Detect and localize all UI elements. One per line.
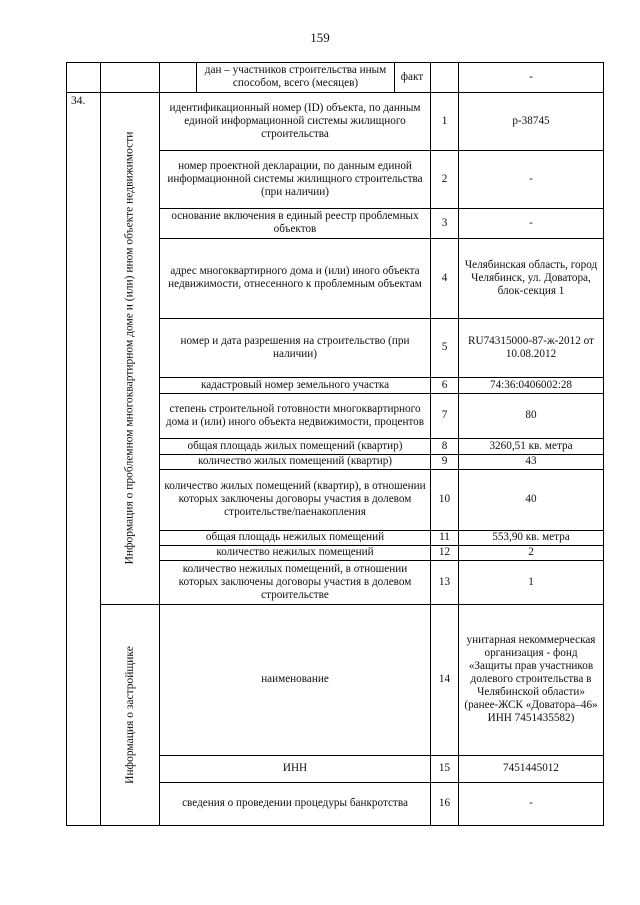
row-value: RU74315000-87-ж-2012 от 10.08.2012: [468, 334, 594, 360]
row-label: количество нежилых помещений, в отношении которых заключены договоры участия в долевом строительстве: [178, 562, 412, 601]
row-label: общая площадь нежилых помещений: [205, 531, 385, 543]
row-label: номер и дата разрешения на строительство (при наличии): [180, 334, 410, 360]
continued-row-label: дан – участников строительства иным способом, всего (месяцев): [204, 64, 387, 89]
row-value: 3260,51 кв. метра: [489, 439, 573, 452]
row-label: общая площадь жилых помещений (квартир): [187, 439, 403, 452]
continued-row-tag: факт: [400, 70, 424, 83]
row-value: -: [529, 216, 533, 229]
row-value: -: [529, 797, 533, 809]
row-num: 13: [438, 575, 451, 588]
object-section-title: Информация о проблемном многоквартирном доме и (или) ином объекте недвижимости: [123, 131, 136, 565]
row-num: 14: [438, 673, 451, 685]
row-label: количество жилых помещений (квартир), в отношении которых заключены договоры участия в долевом строительстве/паенакопления: [164, 480, 426, 518]
row-label: основание включения в единый реестр проблемных объектов: [171, 210, 419, 235]
row-num: 10: [438, 493, 451, 505]
row-value: Челябинская область, город Челябинск, ул. Доватора, блок-секция 1: [464, 258, 598, 297]
row-label: номер проектной декларации, по данным единой информационной системы жилищного строительства (при наличии): [167, 159, 423, 198]
row-num: 1: [441, 114, 448, 127]
row-num: 15: [438, 762, 451, 774]
row-number: 34.: [71, 95, 86, 107]
row-num: 16: [438, 797, 451, 809]
row-label: наименование: [261, 673, 329, 685]
row-num: 11: [439, 531, 450, 543]
row-value: унитарная некоммерческая организация - фонд «Защиты прав участников долевого строительства в Челябинской области» (ранее-ЖСК «Доватора–46» ИНН 7451435582): [464, 634, 598, 724]
row-num: 3: [441, 216, 448, 229]
row-label: идентификационный номер (ID) объекта, по данным единой информационной системы жилищного строительства: [169, 101, 421, 140]
row-num: 6: [441, 378, 448, 391]
row-num: 4: [441, 271, 448, 284]
developer-section-title: Информация о застройщике: [123, 645, 136, 784]
row-label: ИНН: [282, 762, 308, 774]
row-value: 40: [525, 493, 537, 505]
row-value: 1: [528, 575, 534, 588]
row-value: 553,90 кв. метра: [492, 531, 570, 543]
row-label: количество жилых помещений (квартир): [197, 455, 393, 467]
row-value: 80: [525, 409, 537, 421]
row-num: 9: [441, 455, 448, 467]
row-num: 12: [438, 546, 451, 558]
row-label: степень строительной готовности многоквартирного дома и (или) иного объекта недвижимости, процентов: [165, 402, 425, 428]
row-value: 74:36:0406002:28: [489, 378, 573, 391]
row-value: -: [529, 172, 533, 185]
row-label: адрес многоквартирного дома и (или) иного объекта недвижимости, отнесенного к проблемным объектам: [168, 265, 422, 290]
row-num: 5: [441, 341, 448, 353]
row-value: р-38745: [512, 114, 550, 127]
page-number: 159: [310, 30, 330, 45]
row-num: 2: [441, 172, 448, 185]
row-value: 2: [528, 546, 534, 558]
row-label: кадастровый номер земельного участка: [200, 378, 390, 391]
row-value: 43: [525, 455, 537, 467]
continued-row-value: -: [529, 70, 533, 83]
row-value: 7451445012: [503, 762, 559, 774]
row-num: 8: [441, 439, 448, 452]
row-label: количество нежилых помещений: [216, 546, 374, 558]
row-label: сведения о проведении процедуры банкротства: [182, 797, 408, 809]
row-num: 7: [441, 409, 448, 421]
